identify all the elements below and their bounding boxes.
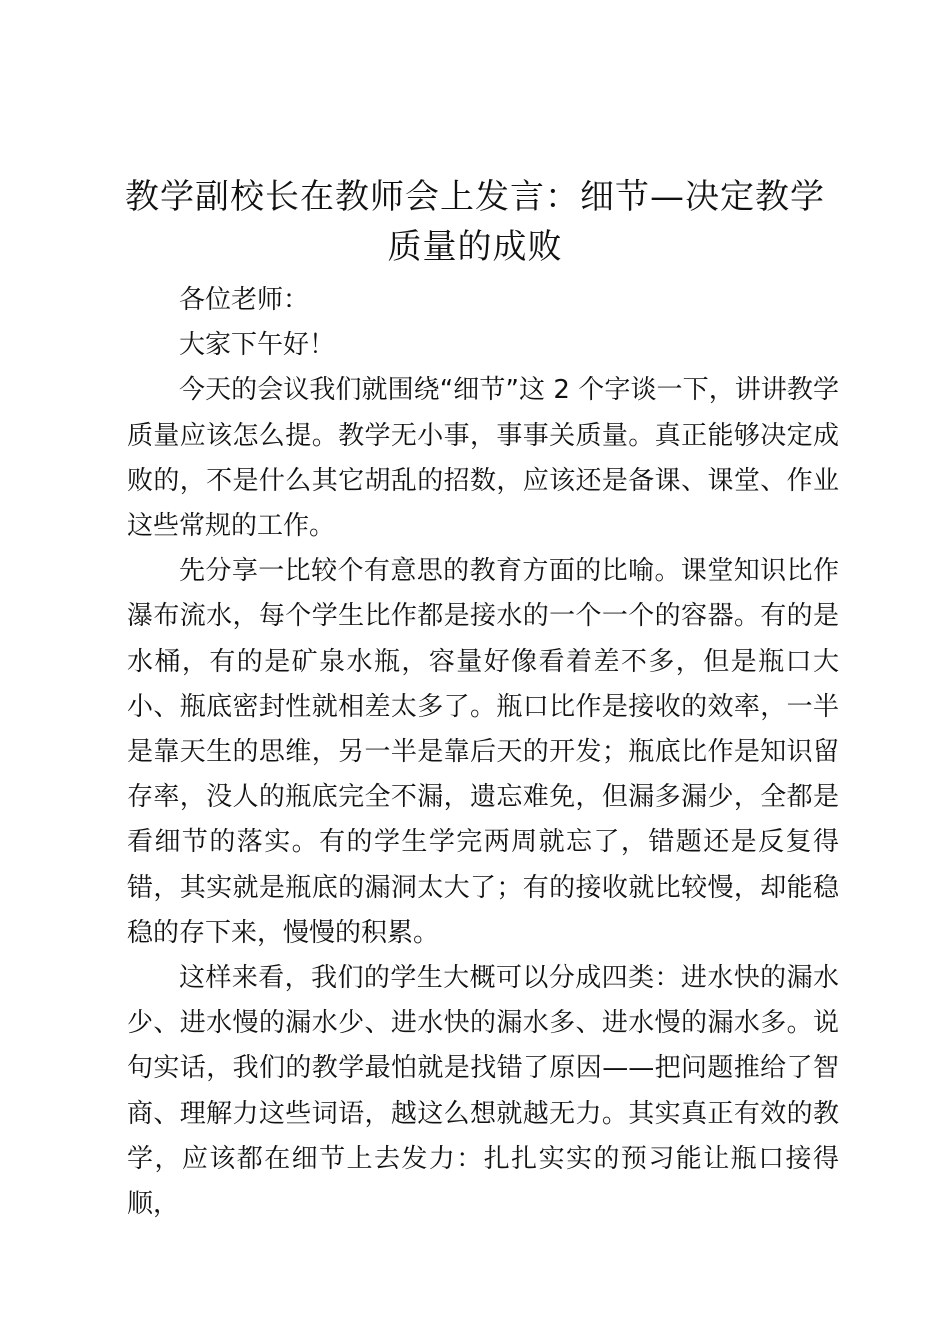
greeting: 大家下午好！ <box>179 330 336 361</box>
paragraph: 这样来看，我们的学生大概可以分成四类：进水快的漏水少、进水慢的漏水少、进水快的漏水多、进水慢的漏水多。说句实话，我们的教学最怕就是找错了原因——把问题推给了智商、理解力这些词语，越这么想就越无力。其实真正有效的教学，应该都在细节上去发力：扎扎实实的预习能让瓶口接得顺， <box>127 963 839 1220</box>
salutation: 各位老师： <box>179 285 310 315</box>
paragraph: 今天的会议我们就围绕“细节”这 2 个字谈一下，讲讲教学质量应该怎么提。教学无小事，事事关质量。真正能够决定成败的，不是什么其它胡乱的招数，应该还是备课、课堂、作业这些常规的工作。 <box>127 375 839 542</box>
document-body <box>127 278 839 1227</box>
document-title: 教学副校长在教师会上发言：细节—决定教学质量的成败 <box>125 177 825 267</box>
paragraph: 先分享一比较个有意思的教育方面的比喻。课堂知识比作瀑布流水，每个学生比作都是接水的一个一个的容器。有的是水桶，有的是矿泉水瓶，容量好像看着差不多，但是瓶口大小、瓶底密封性就相差太多了。瓶口比作是接收的效率，一半是靠天生的思维，另一半是靠后天的开发；瓶底比作是知识留存率，没人的瓶底完全不漏，遗忘难免，但漏多漏少，全都是看细节的落实。有的学生学完两周就忘了，错题还是反复得错，其实就是瓶底的漏洞太大了；有的接收就比较慢，却能稳稳的存下来，慢慢的积累。 <box>127 556 839 948</box>
